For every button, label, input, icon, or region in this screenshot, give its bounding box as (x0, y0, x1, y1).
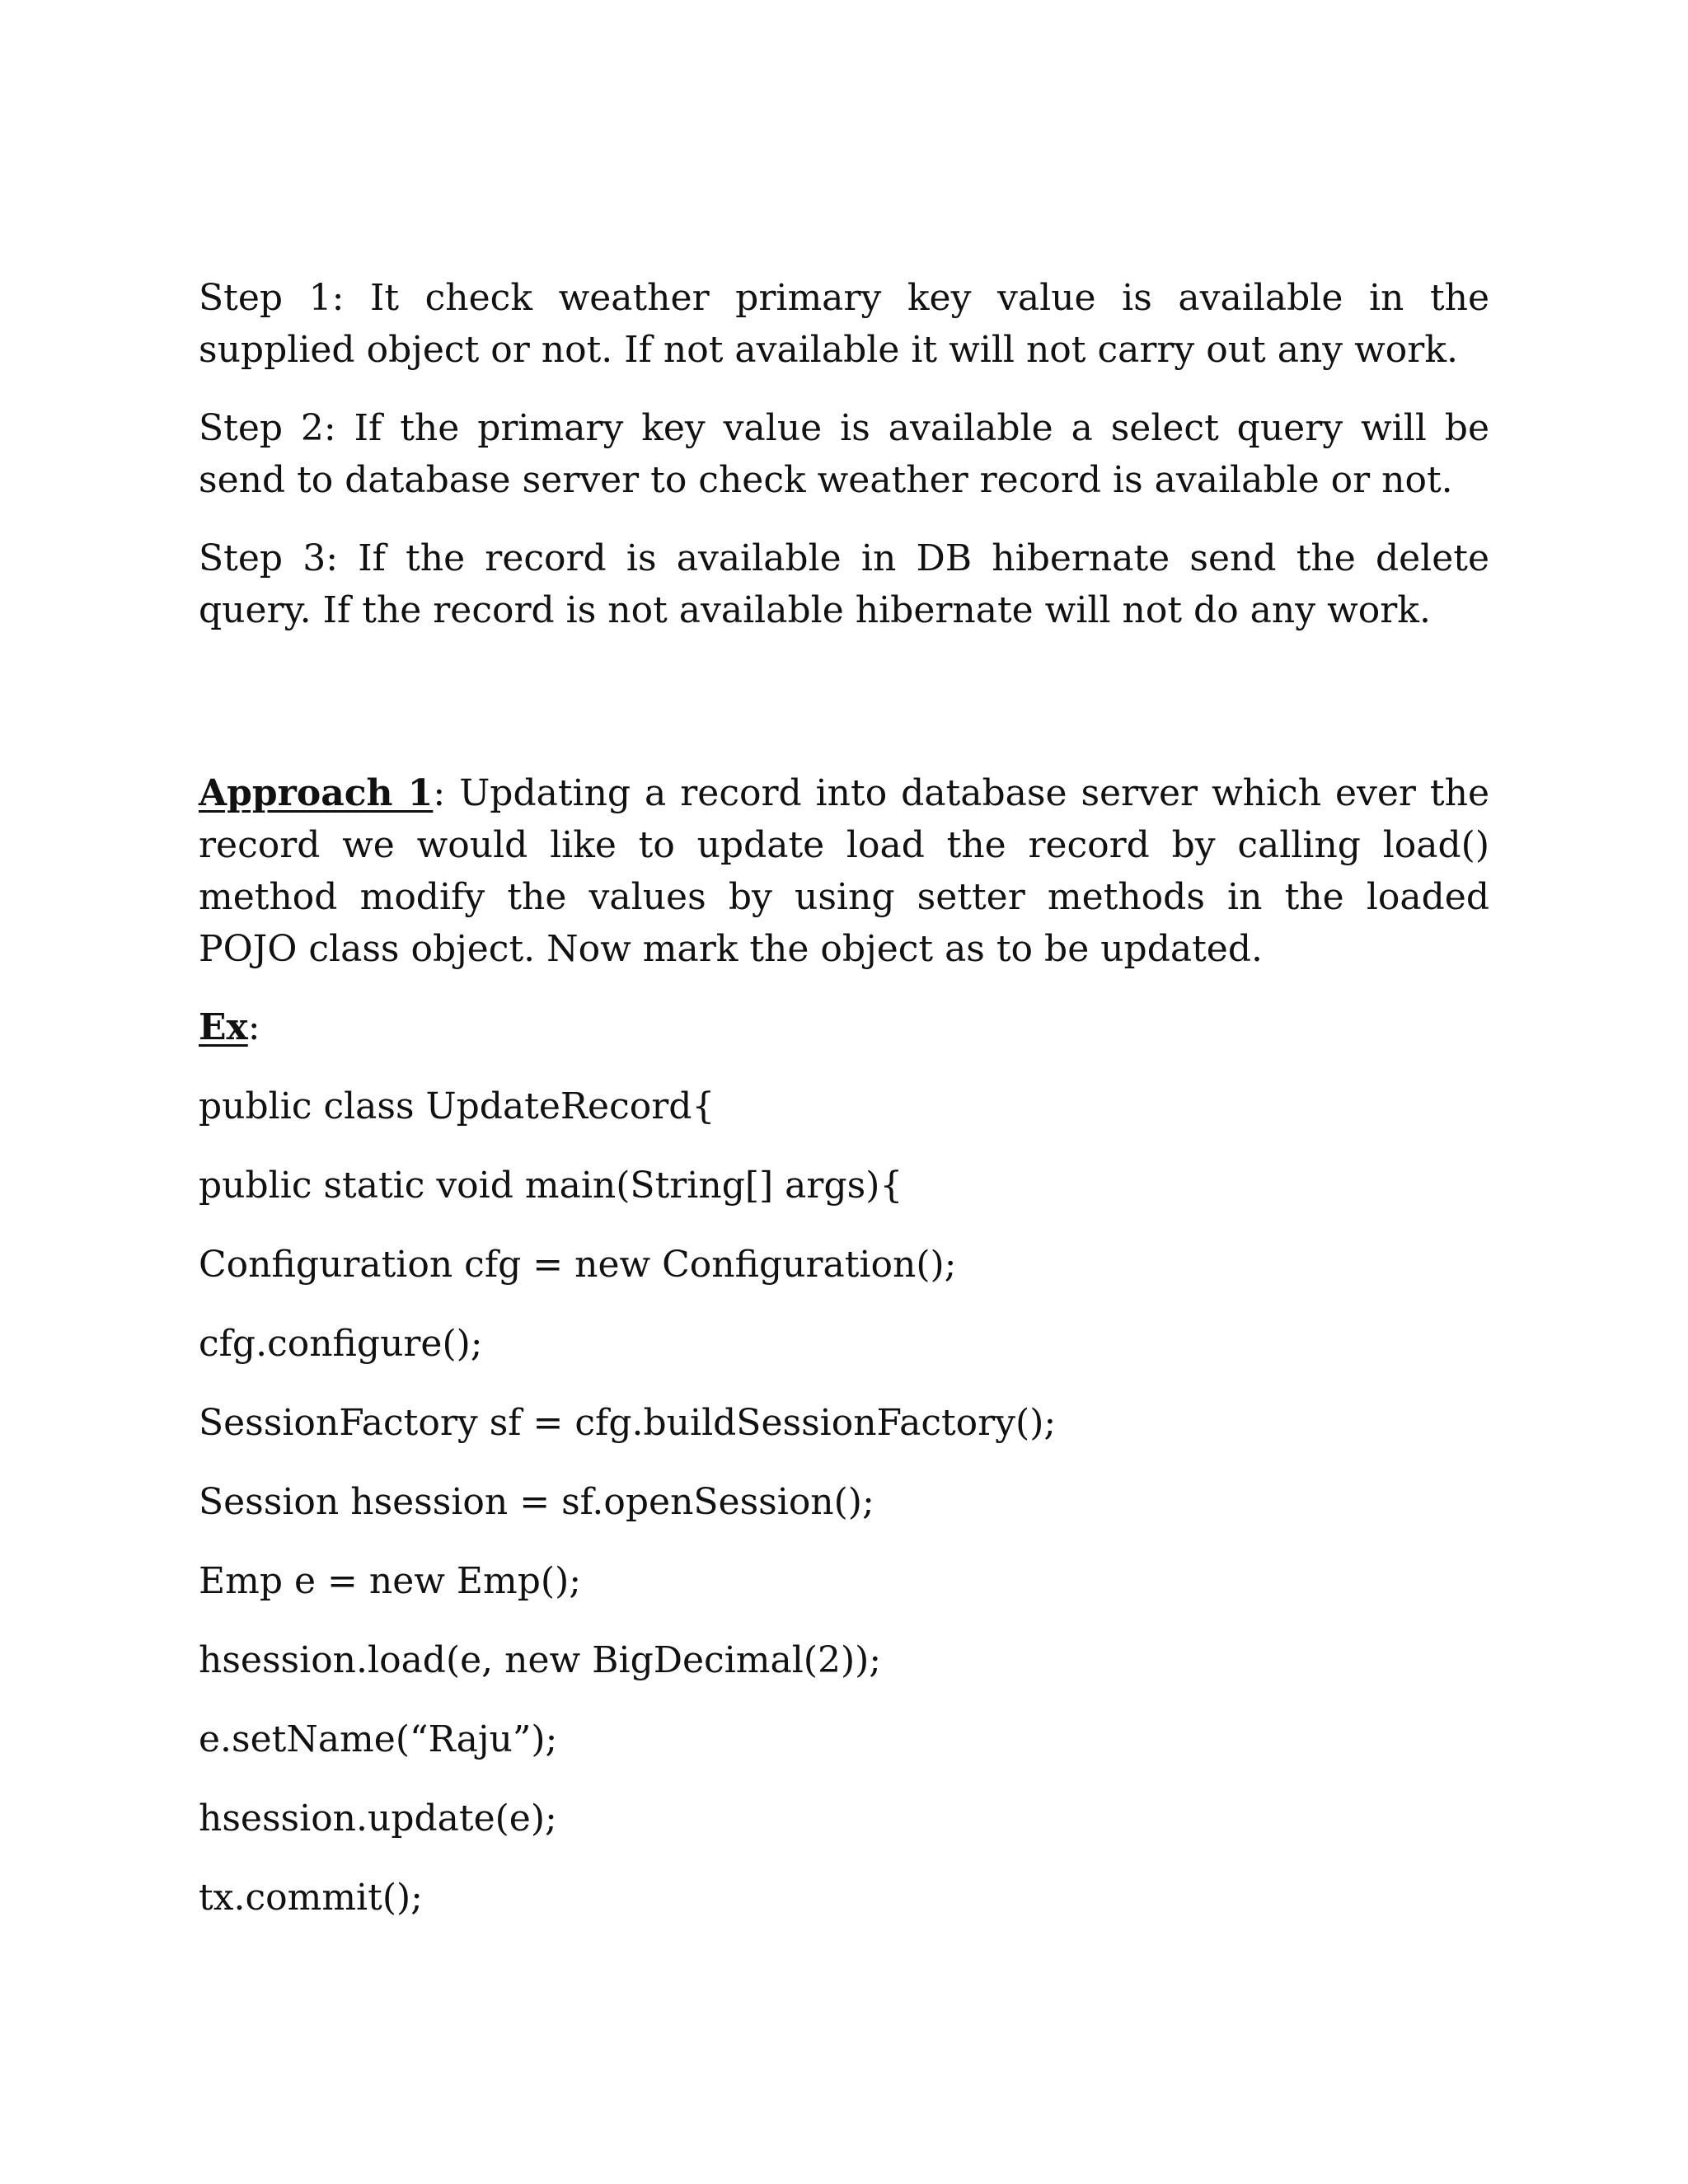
code-line: Emp e = new Emp(); (199, 1560, 582, 1602)
code-line: public static void main(String[] args){ (199, 1165, 903, 1207)
example-colon: : (247, 1006, 260, 1048)
approach-1-paragraph (199, 767, 1489, 975)
code-example (199, 1080, 1489, 1924)
example-heading: Ex (199, 1006, 248, 1048)
code-line: tx.commit(); (199, 1877, 423, 1919)
code-line: public class UpdateRecord{ (199, 1085, 715, 1127)
page-content (199, 272, 1489, 1951)
code-line: Configuration cfg = new Configuration(); (199, 1244, 957, 1286)
code-line: e.setName(“Raju”); (199, 1718, 558, 1760)
code-line: Session hsession = sf.openSession(); (199, 1481, 874, 1523)
step-3-paragraph: Step 3: If the record is available in DB hibernate send the delete query. If the record is not available hibernate will not do any work. (199, 537, 1489, 631)
code-line: hsession.update(e); (199, 1797, 557, 1840)
code-line: cfg.configure(); (199, 1323, 483, 1365)
example-label (199, 1001, 1489, 1053)
code-line: SessionFactory sf = cfg.buildSessionFactory(); (199, 1402, 1057, 1444)
section-spacer (199, 663, 1489, 767)
step-1-paragraph: Step 1: It check weather primary key value is available in the supplied object or not. If not available it will not carry out any work. (199, 277, 1489, 371)
approach-1-text: : Updating a record into database server which ever the record we would like to update load the record by calling load() method modify the values by using setter methods in the loaded POJO class object. Now mark the object as to be updated. (199, 772, 1489, 970)
approach-1-heading: Approach 1 (199, 772, 434, 814)
step-2-paragraph: Step 2: If the primary key value is available a select query will be send to database server to check weather record is available or not. (199, 407, 1489, 501)
code-line: hsession.load(e, new BigDecimal(2)); (199, 1639, 882, 1681)
